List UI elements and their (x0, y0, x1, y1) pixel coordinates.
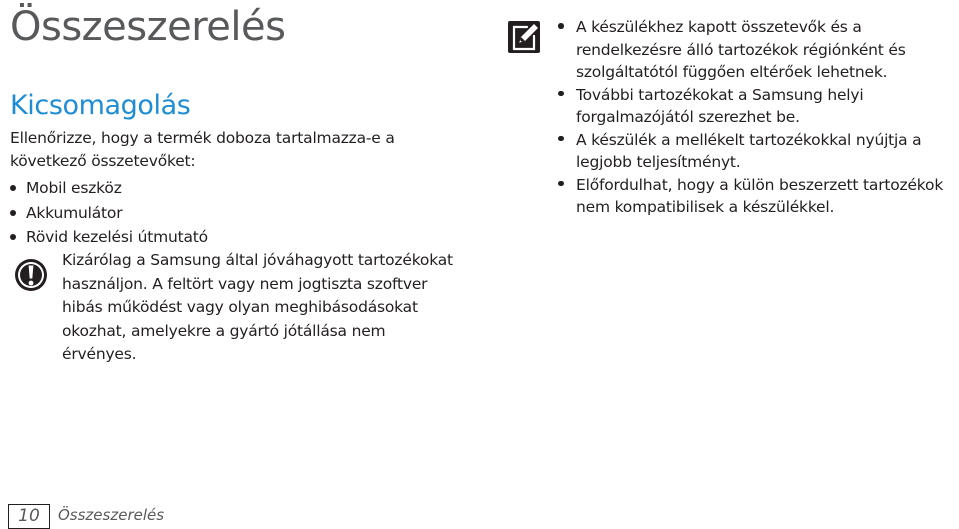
page-number-box (8, 504, 50, 529)
page-number: 10 (18, 506, 40, 526)
footer-section-title: Összeszerelés (58, 506, 165, 524)
list-item: Mobil eszköz (10, 176, 450, 201)
note-item: További tartozékokat a Samsung helyi forgalmazójától szerezhet be. (558, 84, 958, 129)
section-heading: Kicsomagolás (10, 90, 191, 121)
note-item: A készülékhez kapott összetevők és a rendelkezésre álló tartozékok régiónként és szolgáltatótól függően eltérőek lehetnek. (558, 16, 958, 84)
page-title: Összeszerelés (10, 4, 286, 50)
intro-text: Ellenőrizze, hogy a termék doboza tartalmazza-e a következő összetevőket: (10, 129, 395, 170)
exclamation-warning-icon (14, 258, 48, 292)
package-contents-list (10, 176, 450, 250)
note-pencil-icon (506, 19, 542, 55)
notes-list (558, 16, 958, 219)
note-item: A készülék a mellékelt tartozékokkal nyújtja a legjobb teljesítményt. (558, 129, 958, 174)
list-item: Rövid kezelési útmutató (10, 225, 450, 250)
warning-text: Kizárólag a Samsung által jóváhagyott tartozékokat használjon. A feltört vagy nem jogtiszta szoftver hibás működést vagy olyan meghibásodásokat okozhat, amelyekre a gyártó jótállása nem érvényes. (62, 251, 453, 363)
note-item: Előfordulhat, hogy a külön beszerzett tartozékok nem kompatibilisek a készülékkel. (558, 174, 958, 219)
list-item: Akkumulátor (10, 201, 450, 226)
